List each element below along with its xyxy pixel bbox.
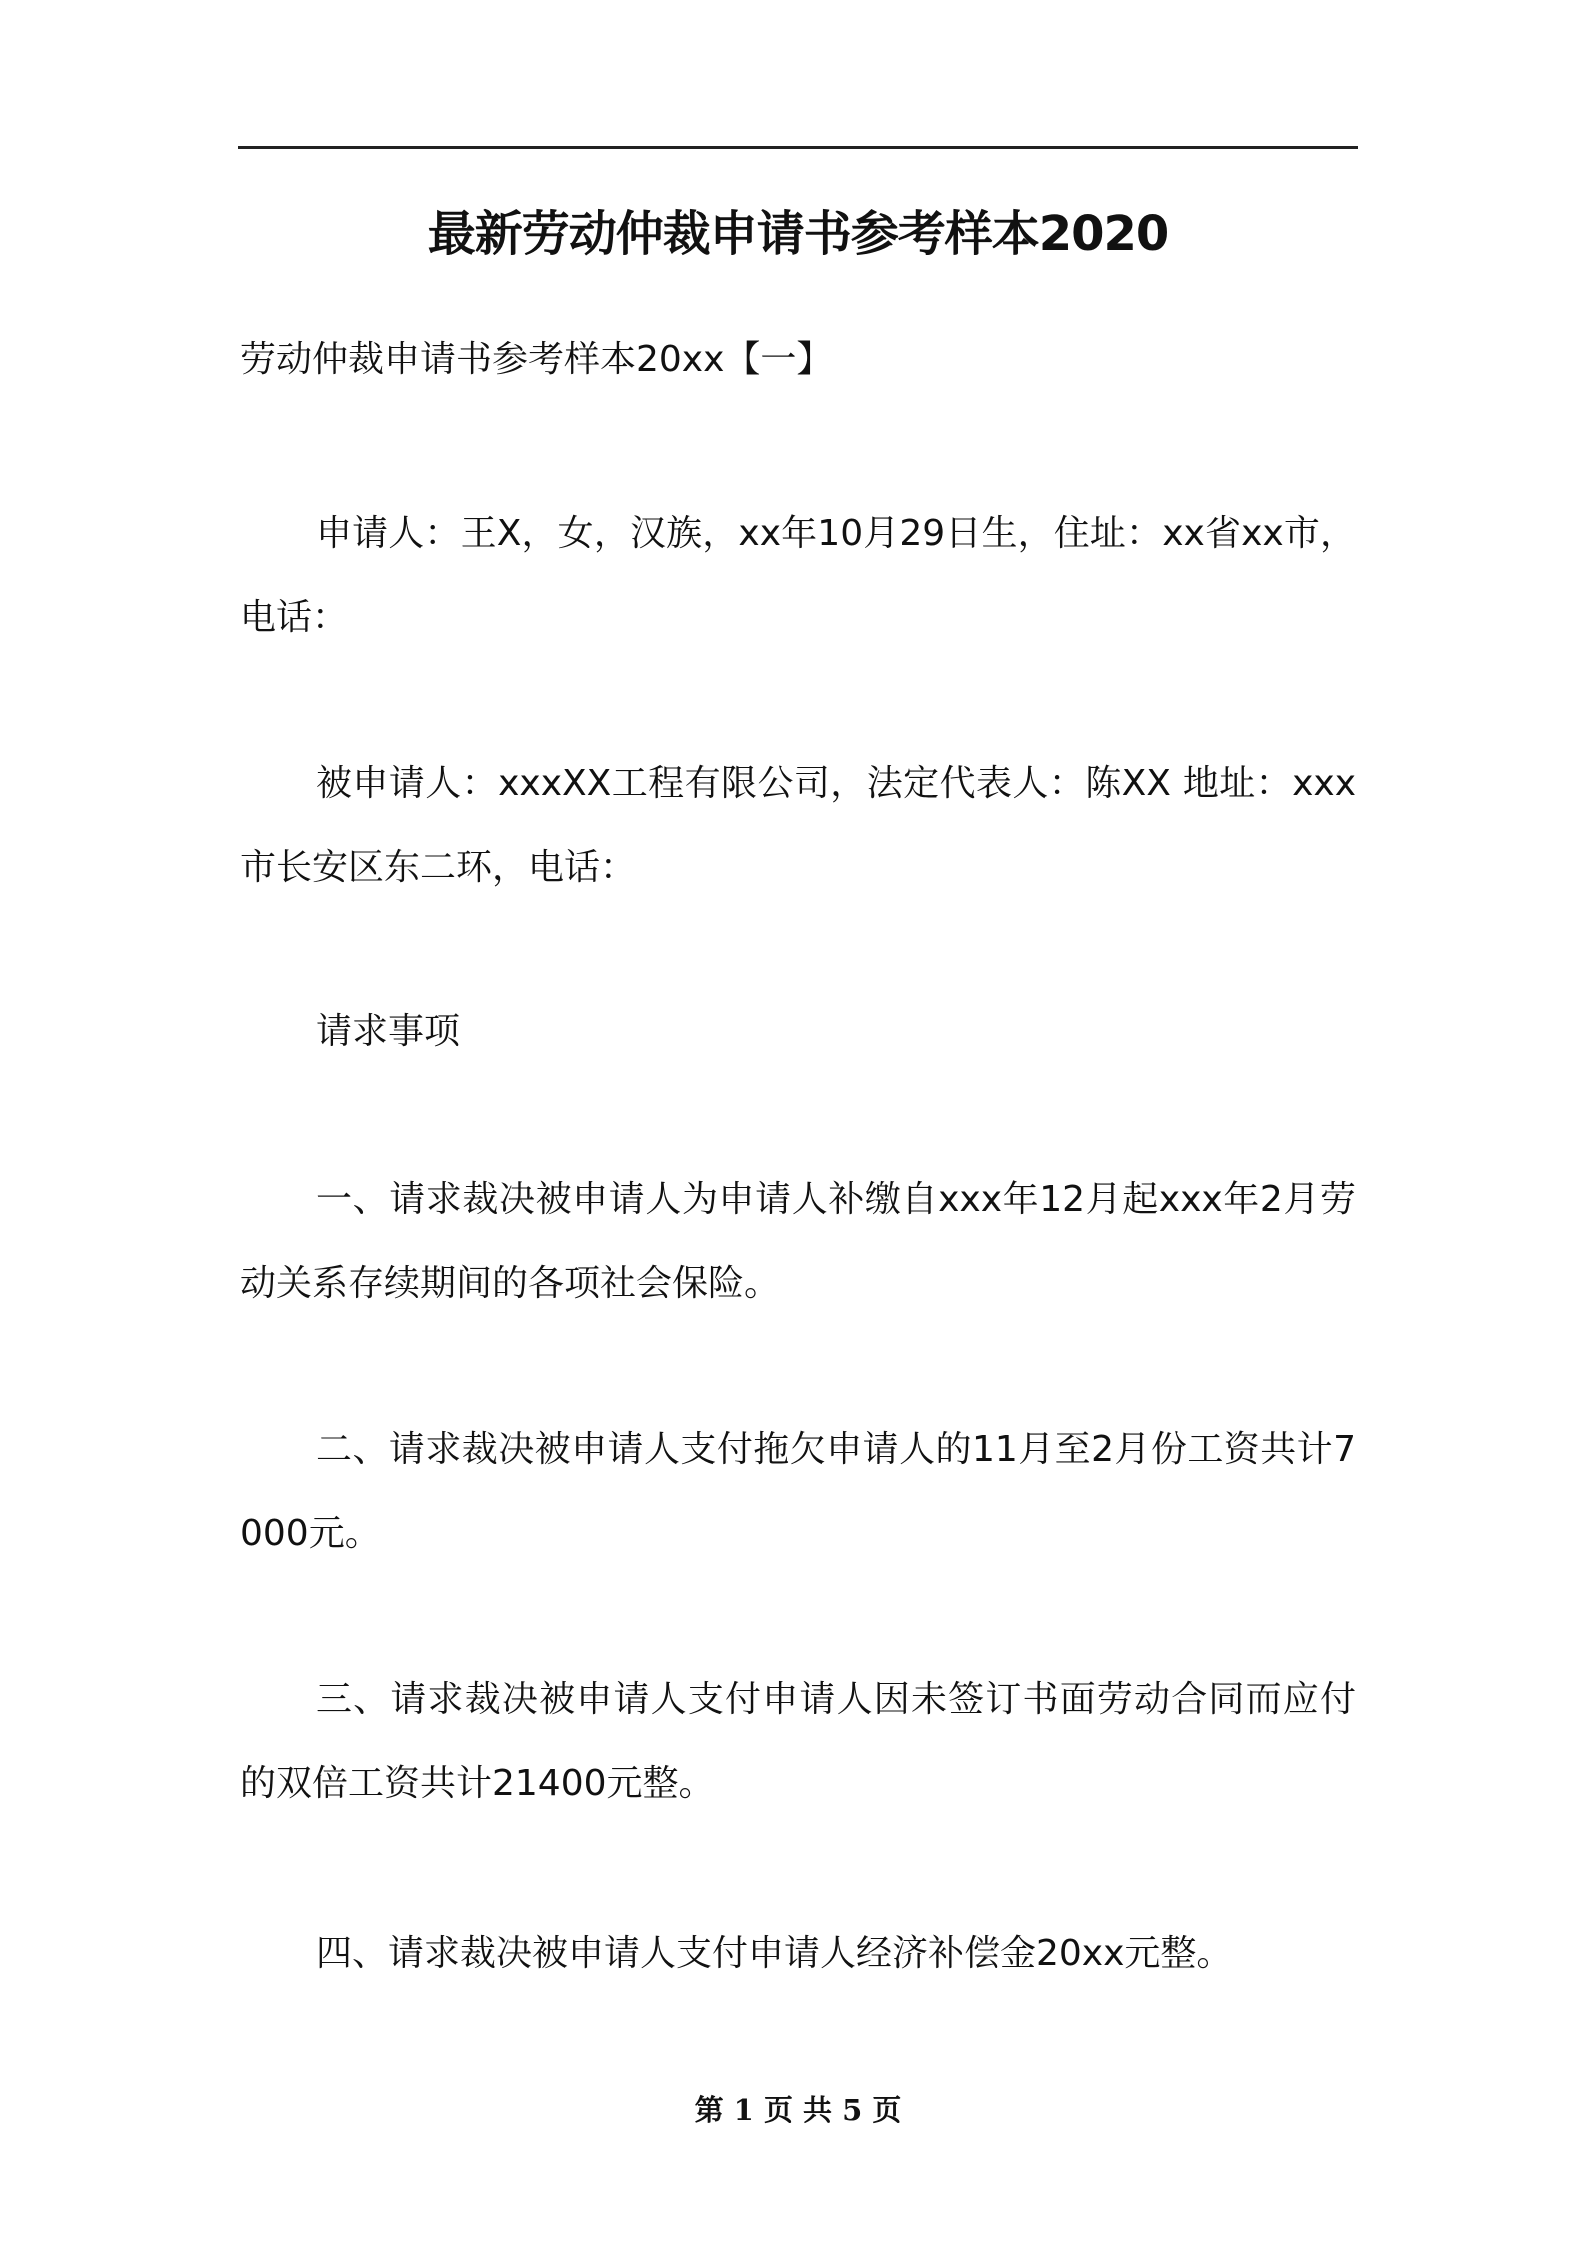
request-item-1: 一、请求裁决被申请人为申请人补缴自xxx年12月起xxx年2月劳动关系存续期间的各项社会保险。 [240,1179,1356,1304]
request-item-3: 三、请求裁决被申请人支付申请人因未签订书面劳动合同而应付的双倍工资共计21400元整。 [240,1679,1356,1804]
respondent-paragraph: 被申请人：xxxXX工程有限公司，法定代表人：陈XX 地址：xxx市长安区东二环，电话： [240,763,1356,888]
document-title: 最新劳动仲裁申请书参考样本2020 [427,206,1169,262]
page-footer: 第 1 页 共 5 页 [694,2093,902,2127]
request-item-4: 四、请求裁决被申请人支付申请人经济补偿金20xx元整。 [316,1933,1233,1974]
header-rule [238,146,1358,149]
request-items-heading: 请求事项 [316,1011,461,1052]
applicant-paragraph: 申请人：王X，女，汉族，xx年10月29日生，住址：xx省xx市，电话： [240,513,1356,638]
section-heading: 劳动仲裁申请书参考样本20xx【一】 [240,339,833,380]
request-item-2: 二、请求裁决被申请人支付拖欠申请人的11月至2月份工资共计7000元。 [240,1429,1356,1554]
